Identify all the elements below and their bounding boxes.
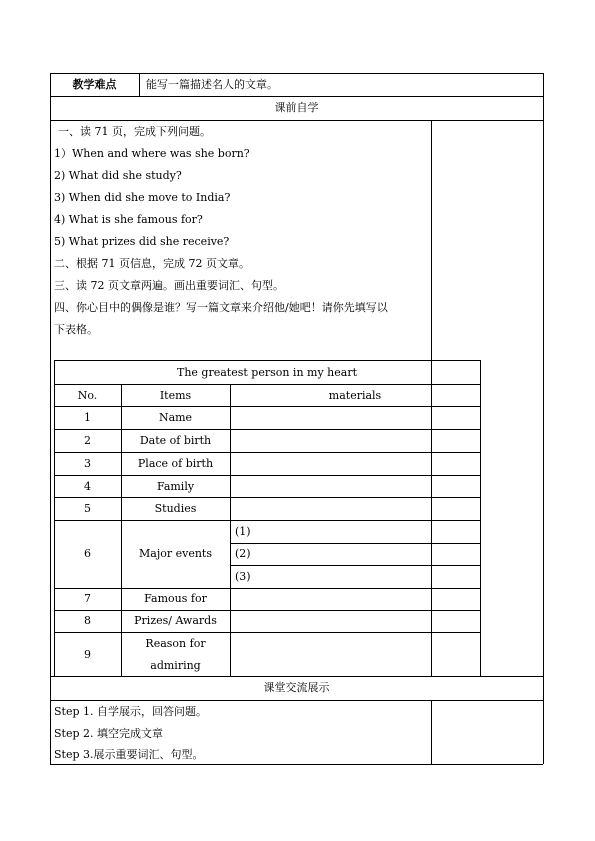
section2-title: 课堂交流展示 bbox=[263, 681, 330, 694]
section2-title-bottom-border bbox=[50, 700, 543, 701]
major-event-sub: (2) bbox=[235, 547, 251, 560]
section1-line: 四、你心目中的偶像是谁？写一篇文章来介绍他/她吧！请你先填写以 bbox=[54, 301, 388, 314]
section2-line: Step 3.展示重要词汇、句型。 bbox=[54, 748, 204, 761]
major-event-sub: (3) bbox=[235, 570, 251, 583]
major-event-sub: (1) bbox=[235, 525, 251, 538]
column-header-items: Items bbox=[159, 389, 192, 402]
section1-line: 5) What prizes did she receive? bbox=[54, 235, 230, 248]
section1-line: 2) What did she study? bbox=[54, 169, 182, 182]
row-number: 2 bbox=[84, 434, 91, 447]
row-number: 9 bbox=[84, 648, 91, 661]
column-header-no: No. bbox=[77, 389, 98, 402]
row-item: Place of birth bbox=[137, 457, 214, 470]
row-item: Famous for bbox=[144, 592, 207, 605]
row-item: Prizes/ Awards bbox=[134, 614, 217, 627]
inner-table-title: The greatest person in my heart bbox=[176, 366, 358, 379]
section1-title-bottom-border bbox=[50, 120, 543, 121]
section2-line: Step 2. 填空完成文章 bbox=[54, 727, 163, 740]
row-number: 3 bbox=[84, 457, 91, 470]
outer-right-border bbox=[543, 73, 544, 764]
outer-left-border bbox=[50, 73, 51, 764]
row-item-line: admiring bbox=[150, 659, 201, 672]
header-row-bottom-border bbox=[50, 96, 543, 97]
header-label-divider bbox=[139, 73, 140, 96]
section1-line: 4) What is she famous for? bbox=[54, 213, 203, 226]
section2-right-column-divider bbox=[431, 700, 432, 764]
column-header-materials: materials bbox=[328, 389, 382, 402]
section1-line: 3) When did she move to India? bbox=[54, 191, 231, 204]
row-number: 4 bbox=[84, 480, 91, 493]
section1-line: 下表格。 bbox=[54, 323, 98, 336]
row-number: 5 bbox=[84, 502, 91, 515]
row-item: Date of birth bbox=[139, 434, 212, 447]
section1-line: 二、根据 71 页信息，完成 72 页文章。 bbox=[54, 257, 250, 270]
row-number: 8 bbox=[84, 614, 91, 627]
section2-line: Step 1. 自学展示，回答问题。 bbox=[54, 705, 207, 718]
section1-title: 课前自学 bbox=[274, 101, 319, 114]
row-item: Family bbox=[156, 480, 195, 493]
row-item: Name bbox=[158, 411, 193, 424]
difficulty-content: 能写一篇描述名人的文章。 bbox=[146, 78, 278, 91]
section1-line: 1）When and where was she born? bbox=[54, 147, 250, 160]
row-number: 6 bbox=[84, 547, 91, 560]
row-number: 7 bbox=[84, 592, 91, 605]
section1-line: 一、读 71 页，完成下列问题。 bbox=[58, 125, 211, 138]
row-item: Major events bbox=[139, 547, 212, 560]
row-item-line: Reason for bbox=[145, 637, 206, 650]
difficulty-label: 教学难点 bbox=[72, 78, 117, 91]
row-item: Studies bbox=[154, 502, 197, 515]
outer-top-border bbox=[50, 73, 543, 74]
section1-line: 三、读 72 页文章两遍。画出重要词汇、句型。 bbox=[54, 279, 284, 292]
outer-bottom-border bbox=[50, 764, 543, 765]
row-number: 1 bbox=[84, 411, 91, 424]
